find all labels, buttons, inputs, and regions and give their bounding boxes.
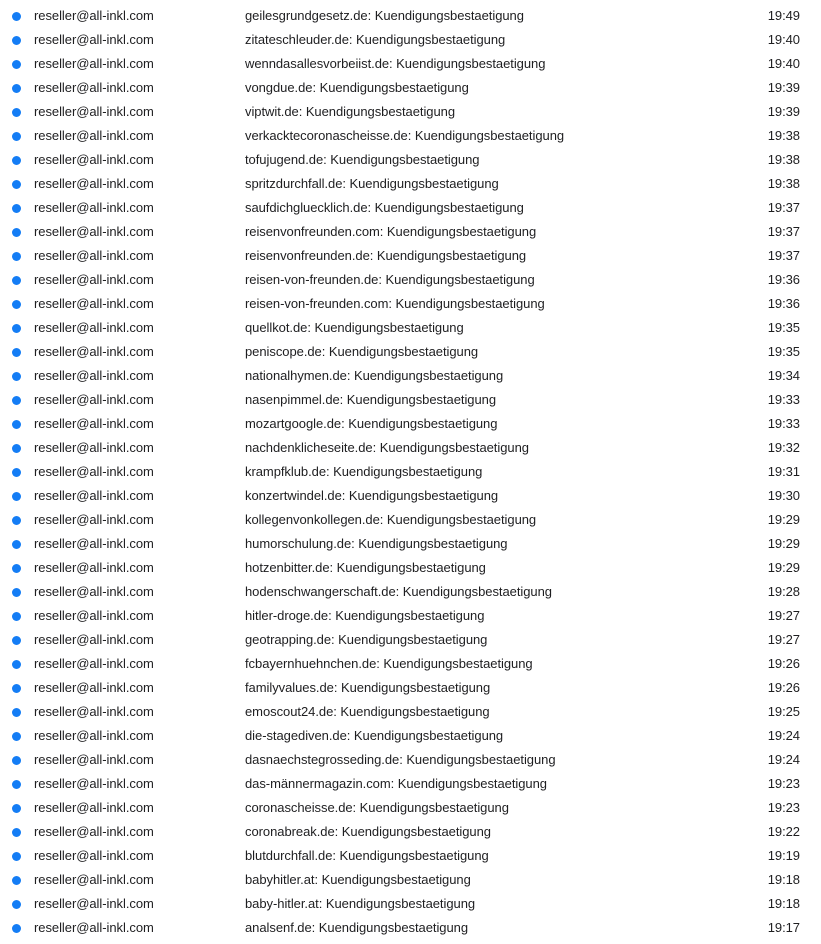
time-label: 19:31: [767, 464, 800, 479]
sender-label: reseller@all-inkl.com: [34, 200, 154, 215]
mail-list-row[interactable]: [0, 652, 821, 676]
sender-label: reseller@all-inkl.com: [34, 8, 154, 23]
subject-label: quellkot.de: Kuendigungsbestaetigung: [245, 320, 464, 335]
time-label: 19:18: [767, 896, 800, 911]
subject-label: reisenvonfreunden.de: Kuendigungsbestaetigung: [245, 248, 527, 263]
sender-label: reseller@all-inkl.com: [34, 752, 154, 767]
time-label: 19:40: [767, 32, 800, 47]
sender-label: reseller@all-inkl.com: [34, 32, 154, 47]
sender-label: reseller@all-inkl.com: [34, 728, 154, 743]
subject-label: analsenf.de: Kuendigungsbestaetigung: [245, 920, 468, 935]
sender-label: reseller@all-inkl.com: [34, 872, 154, 887]
unread-dot-icon: [12, 420, 21, 429]
time-label: 19:36: [767, 272, 800, 287]
mail-list-row[interactable]: [0, 340, 821, 364]
subject-label: nachdenklicheseite.de: Kuendigungsbestaetigung: [245, 440, 529, 455]
unread-dot-icon: [12, 756, 21, 765]
time-label: 19:34: [767, 368, 800, 383]
time-label: 19:23: [767, 776, 800, 791]
unread-dot-icon: [12, 732, 21, 741]
time-label: 19:37: [767, 224, 800, 239]
subject-label: hitler-droge.de: Kuendigungsbestaetigung: [245, 608, 485, 623]
mail-list-row[interactable]: [0, 580, 821, 604]
subject-label: fcbayernhuehnchen.de: Kuendigungsbestaetigung: [245, 656, 533, 671]
unread-dot-icon: [12, 324, 21, 333]
mail-list-row[interactable]: [0, 916, 821, 940]
mail-list-row[interactable]: [0, 148, 821, 172]
unread-dot-icon: [12, 132, 21, 141]
subject-label: vongdue.de: Kuendigungsbestaetigung: [245, 80, 469, 95]
unread-dot-icon: [12, 108, 21, 117]
time-label: 19:32: [767, 440, 800, 455]
sender-label: reseller@all-inkl.com: [34, 320, 154, 335]
unread-dot-icon: [12, 228, 21, 237]
unread-dot-icon: [12, 900, 21, 909]
time-label: 19:39: [767, 104, 800, 119]
unread-dot-icon: [12, 300, 21, 309]
sender-label: reseller@all-inkl.com: [34, 224, 154, 239]
mail-list-row[interactable]: [0, 244, 821, 268]
time-label: 19:24: [767, 752, 800, 767]
mail-list-row[interactable]: [0, 508, 821, 532]
unread-dot-icon: [12, 852, 21, 861]
time-label: 19:35: [767, 320, 800, 335]
mail-list-row[interactable]: [0, 772, 821, 796]
subject-label: reisenvonfreunden.com: Kuendigungsbestaetigung: [245, 224, 537, 239]
mail-list-row[interactable]: [0, 196, 821, 220]
mail-list-row[interactable]: [0, 316, 821, 340]
mail-list-row[interactable]: [0, 412, 821, 436]
subject-label: coronascheisse.de: Kuendigungsbestaetigung: [245, 800, 509, 815]
time-label: 19:18: [767, 872, 800, 887]
unread-dot-icon: [12, 372, 21, 381]
subject-label: geotrapping.de: Kuendigungsbestaetigung: [245, 632, 488, 647]
mail-list-row[interactable]: [0, 796, 821, 820]
mail-list-row[interactable]: [0, 100, 821, 124]
subject-label: zitateschleuder.de: Kuendigungsbestaetigung: [245, 32, 506, 47]
mail-list-row[interactable]: [0, 724, 821, 748]
sender-label: reseller@all-inkl.com: [34, 584, 154, 599]
time-label: 19:29: [767, 512, 800, 527]
subject-label: das-männermagazin.com: Kuendigungsbestaetigung: [245, 776, 547, 791]
mail-list-row[interactable]: [0, 556, 821, 580]
sender-label: reseller@all-inkl.com: [34, 800, 154, 815]
unread-dot-icon: [12, 780, 21, 789]
unread-dot-icon: [12, 84, 21, 93]
subject-label: hotzenbitter.de: Kuendigungsbestaetigung: [245, 560, 486, 575]
unread-dot-icon: [12, 156, 21, 165]
time-label: 19:26: [767, 680, 800, 695]
unread-dot-icon: [12, 804, 21, 813]
unread-dot-icon: [12, 36, 21, 45]
time-label: 19:27: [767, 608, 800, 623]
unread-dot-icon: [12, 516, 21, 525]
subject-label: die-stagediven.de: Kuendigungsbestaetigung: [245, 728, 504, 743]
unread-dot-icon: [12, 660, 21, 669]
unread-dot-icon: [12, 396, 21, 405]
time-label: 19:40: [767, 56, 800, 71]
unread-dot-icon: [12, 636, 21, 645]
time-label: 19:30: [767, 488, 800, 503]
unread-dot-icon: [12, 492, 21, 501]
time-label: 19:29: [767, 536, 800, 551]
sender-label: reseller@all-inkl.com: [34, 296, 154, 311]
time-label: 19:38: [767, 176, 800, 191]
time-label: 19:37: [767, 248, 800, 263]
time-label: 19:49: [767, 8, 800, 23]
unread-dot-icon: [12, 684, 21, 693]
mail-list-row[interactable]: [0, 172, 821, 196]
subject-label: verkacktecoronascheisse.de: Kuendigungsbestaetigung: [245, 128, 565, 143]
unread-dot-icon: [12, 540, 21, 549]
unread-dot-icon: [12, 468, 21, 477]
mail-list-row[interactable]: [0, 676, 821, 700]
unread-dot-icon: [12, 876, 21, 885]
subject-label: humorschulung.de: Kuendigungsbestaetigung: [245, 536, 508, 551]
mail-list-row[interactable]: [0, 700, 821, 724]
unread-dot-icon: [12, 348, 21, 357]
mail-list-row[interactable]: [0, 604, 821, 628]
sender-label: reseller@all-inkl.com: [34, 248, 154, 263]
mail-list-row[interactable]: [0, 76, 821, 100]
time-label: 19:22: [767, 824, 800, 839]
time-label: 19:37: [767, 200, 800, 215]
sender-label: reseller@all-inkl.com: [34, 704, 154, 719]
sender-label: reseller@all-inkl.com: [34, 416, 154, 431]
unread-dot-icon: [12, 444, 21, 453]
time-label: 19:38: [767, 152, 800, 167]
mail-list-row[interactable]: [0, 532, 821, 556]
time-label: 19:28: [767, 584, 800, 599]
time-label: 19:29: [767, 560, 800, 575]
time-label: 19:33: [767, 392, 800, 407]
sender-label: reseller@all-inkl.com: [34, 272, 154, 287]
mail-list-row[interactable]: [0, 388, 821, 412]
subject-label: emoscout24.de: Kuendigungsbestaetigung: [245, 704, 490, 719]
sender-label: reseller@all-inkl.com: [34, 608, 154, 623]
sender-label: reseller@all-inkl.com: [34, 824, 154, 839]
unread-dot-icon: [12, 924, 21, 933]
mail-list-row[interactable]: [0, 844, 821, 868]
time-label: 19:36: [767, 296, 800, 311]
time-label: 19:17: [767, 920, 800, 935]
time-label: 19:19: [767, 848, 800, 863]
subject-label: nationalhymen.de: Kuendigungsbestaetigung: [245, 368, 504, 383]
unread-dot-icon: [12, 612, 21, 621]
unread-dot-icon: [12, 708, 21, 717]
sender-label: reseller@all-inkl.com: [34, 464, 154, 479]
time-label: 19:26: [767, 656, 800, 671]
time-label: 19:38: [767, 128, 800, 143]
mail-list-row[interactable]: [0, 220, 821, 244]
mail-list-row[interactable]: [0, 364, 821, 388]
mail-list-row[interactable]: [0, 124, 821, 148]
subject-label: geilesgrundgesetz.de: Kuendigungsbestaetigung: [245, 8, 524, 23]
subject-label: familyvalues.de: Kuendigungsbestaetigung: [245, 680, 491, 695]
mail-list-row[interactable]: [0, 4, 821, 28]
sender-label: reseller@all-inkl.com: [34, 440, 154, 455]
time-label: 19:35: [767, 344, 800, 359]
mail-list-row[interactable]: [0, 484, 821, 508]
subject-label: peniscope.de: Kuendigungsbestaetigung: [245, 344, 479, 359]
mail-list-row[interactable]: [0, 436, 821, 460]
mail-list-row[interactable]: [0, 268, 821, 292]
mail-list-row[interactable]: [0, 748, 821, 772]
mail-list-row[interactable]: [0, 292, 821, 316]
unread-dot-icon: [12, 276, 21, 285]
subject-label: konzertwindel.de: Kuendigungsbestaetigung: [245, 488, 499, 503]
unread-dot-icon: [12, 180, 21, 189]
subject-label: spritzdurchfall.de: Kuendigungsbestaetigung: [245, 176, 499, 191]
sender-label: reseller@all-inkl.com: [34, 128, 154, 143]
subject-label: coronabreak.de: Kuendigungsbestaetigung: [245, 824, 491, 839]
subject-label: wenndasallesvorbeiist.de: Kuendigungsbestaetigung: [245, 56, 546, 71]
time-label: 19:25: [767, 704, 800, 719]
unread-dot-icon: [12, 588, 21, 597]
subject-label: krampfklub.de: Kuendigungsbestaetigung: [245, 464, 483, 479]
sender-label: reseller@all-inkl.com: [34, 512, 154, 527]
subject-label: reisen-von-freunden.com: Kuendigungsbestaetigung: [245, 296, 545, 311]
sender-label: reseller@all-inkl.com: [34, 896, 154, 911]
unread-dot-icon: [12, 828, 21, 837]
sender-label: reseller@all-inkl.com: [34, 920, 154, 935]
mail-list-row[interactable]: [0, 892, 821, 916]
mail-list-row[interactable]: [0, 820, 821, 844]
subject-label: kollegenvonkollegen.de: Kuendigungsbestaetigung: [245, 512, 537, 527]
subject-label: babyhitler.at: Kuendigungsbestaetigung: [245, 872, 471, 887]
mail-list-row[interactable]: [0, 52, 821, 76]
sender-label: reseller@all-inkl.com: [34, 680, 154, 695]
mail-list-row[interactable]: [0, 460, 821, 484]
subject-label: mozartgoogle.de: Kuendigungsbestaetigung: [245, 416, 498, 431]
time-label: 19:24: [767, 728, 800, 743]
unread-dot-icon: [12, 60, 21, 69]
sender-label: reseller@all-inkl.com: [34, 560, 154, 575]
sender-label: reseller@all-inkl.com: [34, 176, 154, 191]
sender-label: reseller@all-inkl.com: [34, 392, 154, 407]
unread-dot-icon: [12, 252, 21, 261]
subject-label: nasenpimmel.de: Kuendigungsbestaetigung: [245, 392, 497, 407]
time-label: 19:39: [767, 80, 800, 95]
sender-label: reseller@all-inkl.com: [34, 632, 154, 647]
sender-label: reseller@all-inkl.com: [34, 368, 154, 383]
subject-label: viptwit.de: Kuendigungsbestaetigung: [245, 104, 456, 119]
unread-dot-icon: [12, 564, 21, 573]
sender-label: reseller@all-inkl.com: [34, 536, 154, 551]
time-label: 19:33: [767, 416, 800, 431]
sender-label: reseller@all-inkl.com: [34, 488, 154, 503]
mail-list-row[interactable]: [0, 28, 821, 52]
subject-label: blutdurchfall.de: Kuendigungsbestaetigung: [245, 848, 489, 863]
subject-label: baby-hitler.at: Kuendigungsbestaetigung: [245, 896, 476, 911]
subject-label: tofujugend.de: Kuendigungsbestaetigung: [245, 152, 480, 167]
subject-label: reisen-von-freunden.de: Kuendigungsbestaetigung: [245, 272, 535, 287]
sender-label: reseller@all-inkl.com: [34, 344, 154, 359]
unread-dot-icon: [12, 12, 21, 21]
subject-label: saufdichgluecklich.de: Kuendigungsbestaetigung: [245, 200, 524, 215]
time-label: 19:23: [767, 800, 800, 815]
sender-label: reseller@all-inkl.com: [34, 56, 154, 71]
sender-label: reseller@all-inkl.com: [34, 848, 154, 863]
mail-list-row[interactable]: [0, 868, 821, 892]
time-label: 19:27: [767, 632, 800, 647]
mail-list-row[interactable]: [0, 628, 821, 652]
sender-label: reseller@all-inkl.com: [34, 80, 154, 95]
sender-label: reseller@all-inkl.com: [34, 656, 154, 671]
sender-label: reseller@all-inkl.com: [34, 152, 154, 167]
unread-dot-icon: [12, 204, 21, 213]
sender-label: reseller@all-inkl.com: [34, 104, 154, 119]
subject-label: dasnaechstegrosseding.de: Kuendigungsbestaetigung: [245, 752, 556, 767]
subject-label: hodenschwangerschaft.de: Kuendigungsbestaetigung: [245, 584, 552, 599]
sender-label: reseller@all-inkl.com: [34, 776, 154, 791]
